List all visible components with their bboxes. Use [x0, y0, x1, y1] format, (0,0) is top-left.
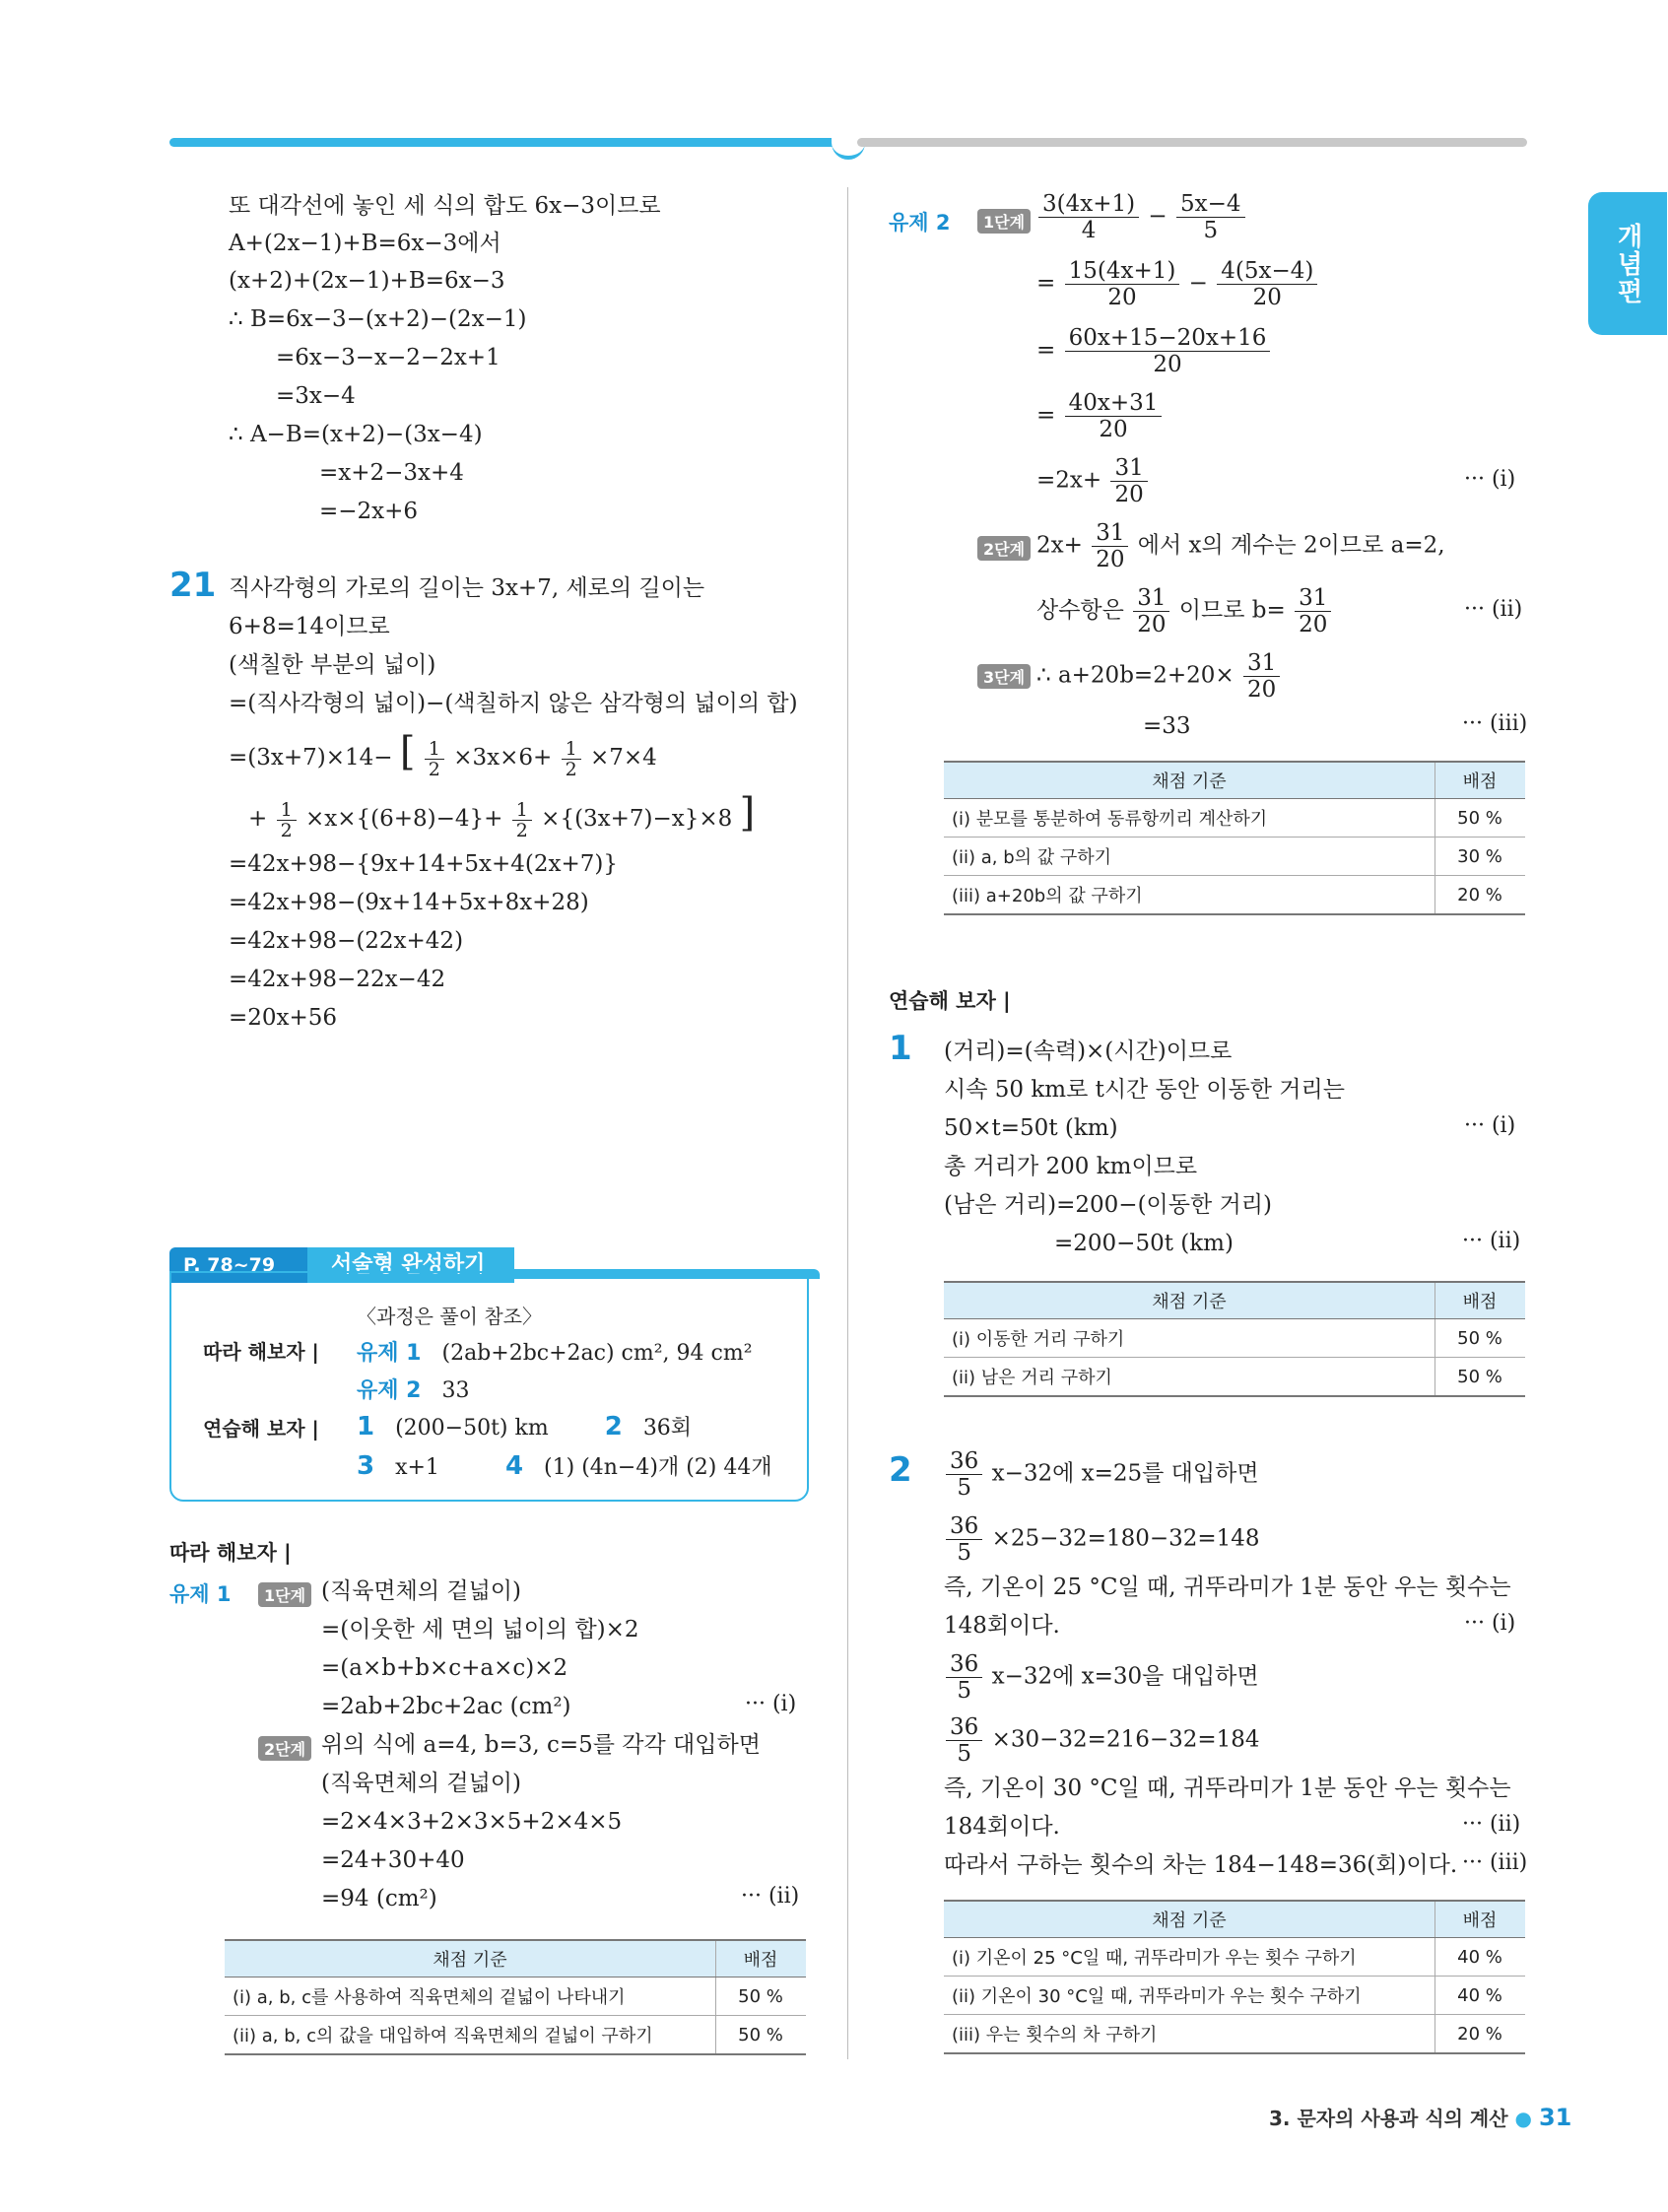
example-label: 유제 1	[169, 1582, 232, 1606]
text-line: =−2x+6	[319, 499, 419, 524]
table-cell: 50 %	[716, 1977, 807, 2016]
question-number: 1	[889, 1029, 912, 1068]
text-line: =24+30+40	[321, 1847, 465, 1873]
numerator: 60x+15−20x+16	[1065, 325, 1271, 352]
number: 3	[357, 1451, 375, 1481]
table-header: 배점	[1435, 762, 1526, 799]
table-header: 채점 기준	[944, 1901, 1435, 1938]
text: 에서 x의 계수는 2이므로 a=2,	[1137, 532, 1445, 559]
text-line: ∴ B=6x−3−(x+2)−(2x−1)	[229, 306, 527, 332]
fraction	[946, 1651, 982, 1704]
table-cell: 50 %	[716, 2016, 807, 2055]
denominator: 5	[957, 1741, 971, 1767]
text: x−32에 x=30을 대입하면	[991, 1663, 1259, 1690]
denominator: 4	[1081, 218, 1097, 243]
text-line: 시속 50 km로 t시간 동안 이동한 거리는	[944, 1077, 1345, 1103]
text-line: =42x+98−(22x+42)	[229, 928, 464, 954]
text-line: =20x+56	[229, 1005, 338, 1031]
numerator: 31	[1133, 585, 1169, 612]
numerator: 31	[1110, 455, 1147, 482]
numerator: 31	[1295, 585, 1331, 612]
text-line: =2ab+2bc+2ac (cm²)	[321, 1694, 571, 1719]
footer-text: 3. 문자의 사용과 식의 계산	[1269, 2107, 1508, 2130]
equation-line	[1036, 650, 1282, 703]
table-cell: 20 %	[1435, 876, 1526, 915]
text-line: =42x+98−{9x+14+5x+4(2x+7)}	[229, 851, 618, 877]
numerator: 36	[946, 1513, 982, 1540]
equation-line	[1036, 455, 1150, 507]
numerator: 1	[562, 739, 581, 760]
text: ∴ a+20b=2+20×	[1036, 662, 1234, 689]
step-mark: ··· (i)	[1464, 1611, 1516, 1636]
fraction	[1133, 585, 1169, 637]
header-bar-right	[857, 138, 1527, 147]
answer: x+1	[395, 1455, 439, 1480]
denominator: 20	[1246, 677, 1277, 703]
summary-answer-4	[357, 1450, 772, 1481]
text: =(3x+7)×14−	[229, 745, 393, 771]
example-label: 유제 2	[889, 211, 951, 235]
table-header: 배점	[1435, 1282, 1526, 1319]
numerator: 15(4x+1)	[1065, 258, 1180, 285]
step-mark: ··· (ii)	[1462, 1812, 1521, 1837]
scoring-table	[944, 761, 1525, 915]
scoring-table	[225, 1939, 806, 2055]
text: x−32에 x=25를 대입하면	[991, 1460, 1259, 1487]
answer: 36회	[642, 1416, 693, 1441]
table-header: 채점 기준	[225, 1940, 716, 1977]
numerator: 36	[946, 1448, 982, 1475]
section-header: 연습해 보자 |	[889, 989, 1011, 1013]
step-mark: ··· (ii)	[741, 1884, 800, 1909]
denominator: 5	[957, 1475, 971, 1501]
fraction	[1243, 650, 1280, 703]
summary-answer-1	[357, 1336, 753, 1367]
step-mark: ··· (ii)	[1462, 1229, 1521, 1253]
page-footer	[1269, 2103, 1571, 2131]
text-line: (직육면체의 겉넓이)	[321, 1771, 522, 1796]
answer: 33	[441, 1378, 470, 1403]
number: 4	[504, 1451, 524, 1481]
summary-practice-label: 연습해 보자 |	[203, 1417, 319, 1441]
equation-line	[248, 790, 756, 841]
text: ×25−32=180−32=148	[991, 1525, 1260, 1552]
fraction	[425, 739, 444, 779]
text-line: (남은 거리)=200−(이동한 거리)	[944, 1192, 1272, 1218]
denominator: 2	[428, 758, 440, 780]
table-cell: (i) 이동한 거리 구하기	[944, 1319, 1435, 1358]
text: ×3x×6+	[453, 745, 553, 771]
fraction	[1176, 191, 1245, 243]
numerator: 1	[277, 800, 297, 821]
text-line: 184회이다.	[944, 1814, 1060, 1840]
denominator: 2	[565, 758, 577, 780]
text-line: 즉, 기온이 30 °C일 때, 귀뚜라미가 1분 동안 우는 횟수는	[944, 1776, 1511, 1801]
fraction	[1038, 191, 1139, 243]
step-badge: 2단계	[258, 1736, 311, 1761]
equation-line	[1036, 585, 1333, 637]
denominator: 20	[1299, 612, 1328, 637]
table-cell: (ii) a, b, c의 값을 대입하여 직육면체의 겉넓이 구하기	[225, 2016, 716, 2055]
text-line: =(이웃한 세 면의 넓이의 합)×2	[321, 1617, 639, 1642]
text-line: =6x−3−x−2−2x+1	[276, 345, 500, 370]
text-line: =94 (cm²)	[321, 1886, 437, 1911]
equation-line	[229, 729, 657, 780]
fraction	[1217, 258, 1317, 310]
equation-line	[1036, 325, 1272, 377]
text-line: =42x+98−(9x+14+5x+8x+28)	[229, 890, 589, 915]
text-line: =(직사각형의 넓이)−(색칠하지 않은 삼각형의 넓이의 합)	[229, 691, 798, 716]
side-section-tab: 개념편	[1588, 192, 1667, 335]
text-line: 50×t=50t (km)	[944, 1115, 1118, 1141]
equation-line	[1036, 390, 1164, 442]
denominator: 20	[1137, 612, 1167, 637]
scoring-table	[944, 1900, 1525, 2054]
step-badge: 1단계	[258, 1582, 311, 1607]
operator: −	[1148, 203, 1168, 230]
number: 2	[604, 1412, 623, 1441]
text-line: (거리)=(속력)×(시간)이므로	[944, 1039, 1233, 1064]
fraction	[946, 1513, 982, 1566]
denominator: 20	[1252, 285, 1282, 310]
text: 이므로 b=	[1178, 597, 1286, 624]
text-line: =x+2−3x+4	[319, 460, 464, 486]
denominator: 20	[1096, 547, 1125, 572]
step-mark: ··· (iii)	[1462, 1850, 1528, 1875]
step-badge: 1단계	[977, 209, 1031, 234]
label: 유제 1	[357, 1341, 422, 1366]
table-cell: 50 %	[1435, 799, 1526, 838]
text: 상수항은	[1036, 597, 1124, 624]
denominator: 5	[1203, 218, 1219, 243]
table-header: 채점 기준	[944, 1282, 1435, 1319]
numerator: 4(5x−4)	[1217, 258, 1317, 285]
fraction	[1065, 258, 1180, 310]
step-mark: ··· (i)	[1464, 467, 1516, 492]
text-line: =33	[1143, 713, 1191, 739]
text-line: 직사각형의 가로의 길이는 3x+7, 세로의 길이는	[229, 575, 705, 601]
table-cell: (ii) a, b의 값 구하기	[944, 838, 1435, 876]
section-header: 따라 해보자 |	[169, 1541, 292, 1565]
table-cell: 40 %	[1435, 1938, 1526, 1977]
equation-line	[1036, 191, 1247, 243]
text: ×30−32=216−32=184	[991, 1726, 1260, 1753]
step-mark: ··· (i)	[1464, 1113, 1516, 1138]
label: 유제 2	[357, 1378, 422, 1403]
question-number: 21	[169, 566, 217, 605]
table-cell: 40 %	[1435, 1977, 1526, 2015]
scoring-table	[944, 1281, 1525, 1397]
table-cell: 20 %	[1435, 2015, 1526, 2054]
denominator: 5	[957, 1678, 971, 1704]
answer: (1) (4n−4)개 (2) 44개	[544, 1455, 772, 1480]
text-line: 또 대각선에 놓인 세 식의 합도 6x−3이므로	[229, 193, 661, 219]
text: +	[248, 806, 268, 832]
step-mark: ··· (i)	[745, 1692, 797, 1716]
numerator: 31	[1092, 520, 1128, 547]
fraction	[1110, 455, 1147, 507]
fraction	[1065, 325, 1271, 377]
numerator: 1	[512, 800, 532, 821]
text-line: (색칠한 부분의 넓이)	[229, 652, 436, 678]
header-bar-left	[169, 138, 839, 147]
table-cell: (ii) 남은 거리 구하기	[944, 1358, 1435, 1397]
equation-line	[944, 1448, 1259, 1501]
summary-title: 서술형 완성하기	[307, 1247, 514, 1283]
text-line: 위의 식에 a=4, b=3, c=5를 각각 대입하면	[321, 1732, 761, 1758]
text: ×x×{(6+8)−4}+	[305, 806, 503, 832]
step-mark: ··· (iii)	[1462, 711, 1528, 736]
text-line: =3x−4	[276, 383, 356, 409]
fraction	[1065, 390, 1163, 442]
answer: (2ab+2bc+2ac) cm², 94 cm²	[441, 1341, 753, 1366]
text: ×7×4	[589, 745, 657, 771]
table-cell: (i) a, b, c를 사용하여 직육면체의 겉넓이 나타내기	[225, 1977, 716, 2016]
numerator: 36	[946, 1714, 982, 1741]
equation-line	[1036, 520, 1445, 572]
table-cell: 30 %	[1435, 838, 1526, 876]
question-number: 2	[889, 1450, 912, 1490]
denominator: 20	[1107, 285, 1137, 310]
fraction	[277, 800, 297, 840]
numerator: 36	[946, 1651, 982, 1678]
fraction	[946, 1714, 982, 1767]
table-header: 배점	[1435, 1901, 1526, 1938]
answer: (200−50t) km	[395, 1416, 549, 1441]
text-line: A+(2x−1)+B=6x−3에서	[229, 231, 501, 256]
table-cell: (i) 기온이 25 °C일 때, 귀뚜라미가 우는 횟수 구하기	[944, 1938, 1435, 1977]
text-line: 즉, 기온이 25 °C일 때, 귀뚜라미가 1분 동안 우는 횟수는	[944, 1575, 1511, 1600]
numerator: 3(4x+1)	[1038, 191, 1139, 218]
text-line: =(a×b+b×c+a×c)×2	[321, 1655, 568, 1681]
text-line: ∴ A−B=(x+2)−(3x−4)	[229, 422, 483, 447]
table-cell: 50 %	[1435, 1319, 1526, 1358]
text: =2x+	[1036, 467, 1102, 494]
bracket-close: ]	[739, 790, 756, 836]
equation-line	[1036, 258, 1319, 310]
fraction	[946, 1448, 982, 1501]
operator: =	[1036, 402, 1056, 429]
numerator: 1	[425, 739, 444, 760]
text-line: 148회이다.	[944, 1613, 1060, 1639]
step-badge: 3단계	[977, 664, 1031, 689]
table-cell: 50 %	[1435, 1358, 1526, 1397]
summary-answer-2	[357, 1374, 469, 1404]
step-badge: 2단계	[977, 536, 1031, 561]
text-line: =42x+98−22x−42	[229, 967, 446, 992]
text-line: (x+2)+(2x−1)+B=6x−3	[229, 268, 505, 294]
denominator: 20	[1153, 352, 1182, 377]
text: 2x+	[1036, 532, 1083, 559]
summary-follow-label: 따라 해보자 |	[203, 1340, 319, 1364]
fraction	[562, 739, 581, 779]
operator: −	[1188, 270, 1208, 297]
denominator: 20	[1099, 417, 1128, 442]
equation-line	[944, 1651, 1259, 1704]
table-cell: (iii) a+20b의 값 구하기	[944, 876, 1435, 915]
fraction	[1092, 520, 1128, 572]
text-line: =200−50t (km)	[1054, 1231, 1234, 1256]
footer-dot: ●	[1514, 2107, 1532, 2130]
text-line: 따라서 구하는 횟수의 차는 184−148=36(회)이다.	[944, 1852, 1458, 1878]
summary-answer-3	[357, 1411, 692, 1441]
bracket-open: [	[399, 729, 416, 774]
operator: =	[1036, 337, 1056, 364]
denominator: 5	[957, 1540, 971, 1566]
text-line: 6+8=14이므로	[229, 614, 390, 639]
page-number: 31	[1538, 2104, 1572, 2131]
table-cell: (i) 분모를 통분하여 동류항끼리 계산하기	[944, 799, 1435, 838]
fraction	[1295, 585, 1331, 637]
table-header: 채점 기준	[944, 762, 1435, 799]
fraction	[512, 800, 532, 840]
table-header: 배점	[716, 1940, 807, 1977]
summary-page-label: P. 78~79	[169, 1247, 307, 1283]
number: 1	[357, 1412, 375, 1441]
operator: =	[1036, 270, 1056, 297]
numerator: 31	[1243, 650, 1280, 677]
denominator: 2	[515, 819, 528, 841]
numerator: 40x+31	[1065, 390, 1163, 417]
column-divider	[847, 187, 848, 2059]
equation-line	[944, 1714, 1260, 1767]
summary-note: 〈과정은 풀이 참조〉	[357, 1305, 542, 1328]
step-mark: ··· (ii)	[1464, 597, 1523, 622]
table-cell: (ii) 기온이 30 °C일 때, 귀뚜라미가 우는 횟수 구하기	[944, 1977, 1435, 2015]
text-line: 총 거리가 200 km이므로	[944, 1154, 1198, 1179]
text-line: (직육면체의 겉넓이)	[321, 1578, 522, 1604]
denominator: 20	[1114, 482, 1144, 507]
table-cell: (iii) 우는 횟수의 차 구하기	[944, 2015, 1435, 2054]
text: ×{(3x+7)−x}×8	[541, 806, 733, 832]
equation-line	[944, 1513, 1260, 1566]
denominator: 2	[280, 819, 293, 841]
text-line: =2×4×3+2×3×5+2×4×5	[321, 1809, 623, 1835]
numerator: 5x−4	[1176, 191, 1245, 218]
